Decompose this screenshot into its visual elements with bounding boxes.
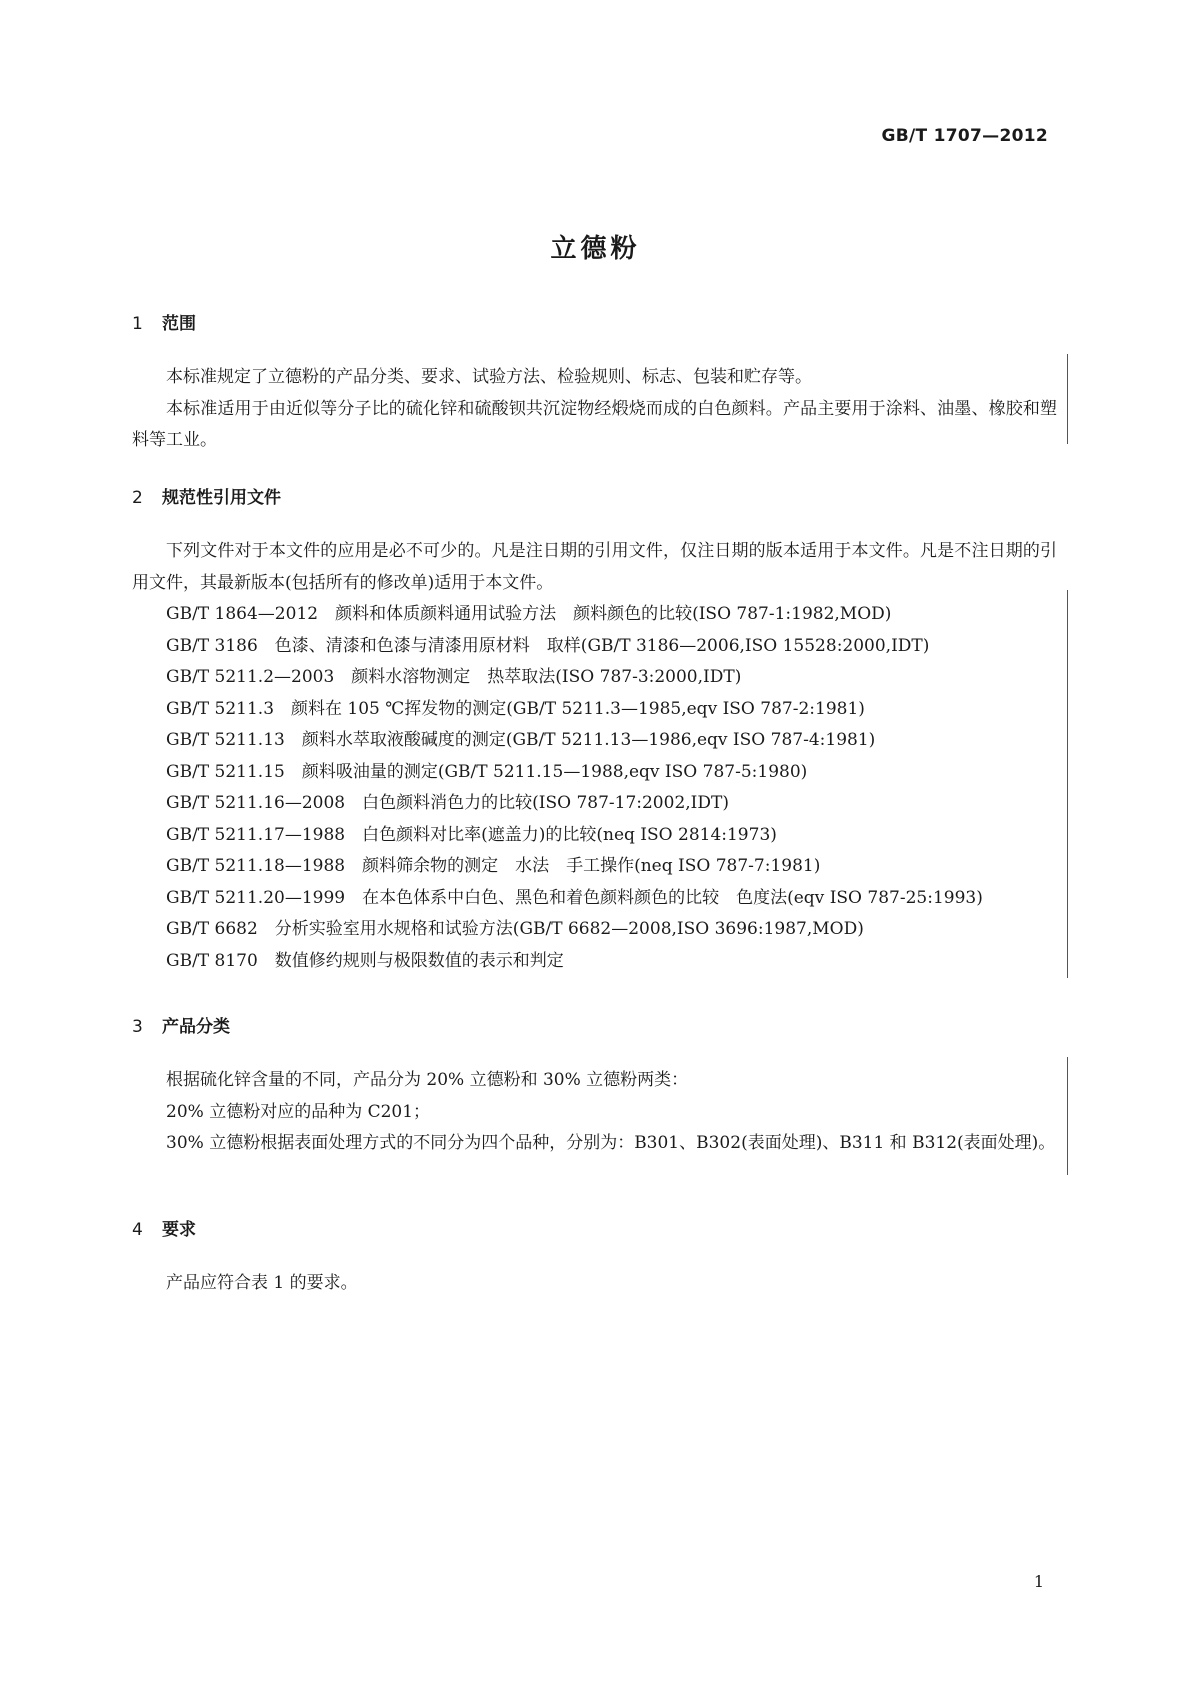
reference-item: GB/T 1864—2012 颜料和体质颜料通用试验方法 颜料颜色的比较(ISO 787-1:1982,MOD) <box>166 604 892 624</box>
reference-item: GB/T 5211.13 颜料水萃取液酸碱度的测定(GB/T 5211.13—1986,eqv ISO 787-4:1981) <box>166 730 876 750</box>
references-text <box>132 536 1057 977</box>
paragraph: 根据硫化锌含量的不同，产品分为 20% 立德粉和 30% 立德粉两类： <box>166 1070 689 1090</box>
section-number: 4 <box>132 1220 143 1240</box>
section-title: 产品分类 <box>162 1017 230 1037</box>
references-intro: 下列文件对于本文件的应用是必不可少的。凡是注日期的引用文件，仅注日期的版本适用于本文件。凡是不注日期的引用文件，其最新版本(包括所有的修改单)适用于本文件。 <box>132 541 1057 593</box>
section-1-heading <box>132 309 196 334</box>
paragraph: 20% 立德粉对应的品种为 C201； <box>166 1101 431 1122</box>
requirements-text <box>132 1268 1057 1300</box>
section-2-heading <box>132 483 281 508</box>
reference-item: GB/T 5211.16—2008 白色颜料消色力的比较(ISO 787-17:2002,IDT) <box>166 793 729 813</box>
reference-item: GB/T 6682 分析实验室用水规格和试验方法(GB/T 6682—2008,ISO 3696:1987,MOD) <box>166 919 864 939</box>
section-3-heading <box>132 1012 230 1037</box>
section-number: 2 <box>132 488 143 508</box>
paragraph: 产品应符合表 1 的要求。 <box>166 1273 358 1293</box>
section-number: 1 <box>132 314 143 334</box>
document-title: 立德粉 <box>550 234 641 264</box>
reference-item: GB/T 5211.3 颜料在 105 ℃挥发物的测定(GB/T 5211.3—1985,eqv ISO 787-2:1981) <box>166 698 865 719</box>
reference-item: GB/T 5211.15 颜料吸油量的测定(GB/T 5211.15—1988,eqv ISO 787-5:1980) <box>166 761 808 782</box>
reference-item: GB/T 5211.18—1988 颜料筛余物的测定 水法 手工操作(neq ISO 787-7:1981) <box>166 856 821 876</box>
scope-text <box>132 362 1057 457</box>
page-number: 1 <box>1033 1572 1044 1591</box>
section-title: 规范性引用文件 <box>162 488 281 508</box>
change-bar <box>1067 590 1068 978</box>
section-title: 范围 <box>162 314 196 334</box>
change-bar <box>1067 1057 1068 1175</box>
section-4-heading <box>132 1215 196 1240</box>
reference-item: GB/T 8170 数值修约规则与极限数值的表示和判定 <box>166 950 564 971</box>
reference-item: GB/T 3186 色漆、清漆和色漆与清漆用原材料 取样(GB/T 3186—2006,ISO 15528:2000,IDT) <box>166 635 930 656</box>
change-bar <box>1067 354 1068 444</box>
paragraph: 本标准适用于由近似等分子比的硫化锌和硫酸钡共沉淀物经煅烧而成的白色颜料。产品主要用于涂料、油墨、橡胶和塑料等工业。 <box>132 398 1057 450</box>
reference-item: GB/T 5211.20—1999 在本色体系中白色、黑色和着色颜料颜色的比较 色度法(eqv ISO 787-25:1993) <box>166 887 983 908</box>
classification-text <box>132 1065 1057 1160</box>
reference-item: GB/T 5211.17—1988 白色颜料对比率(遮盖力)的比较(neq ISO 2814:1973) <box>166 824 777 845</box>
reference-item: GB/T 5211.2—2003 颜料水溶物测定 热萃取法(ISO 787-3:2000,IDT) <box>166 667 742 687</box>
standard-code: GB/T 1707—2012 <box>881 126 1048 146</box>
section-title: 要求 <box>162 1220 196 1240</box>
paragraph: 本标准规定了立德粉的产品分类、要求、试验方法、检验规则、标志、包装和贮存等。 <box>166 367 812 387</box>
paragraph: 30% 立德粉根据表面处理方式的不同分为四个品种，分别为：B301、B302(表面处理)、B311 和 B312(表面处理)。 <box>166 1133 1056 1153</box>
section-number: 3 <box>132 1017 143 1037</box>
